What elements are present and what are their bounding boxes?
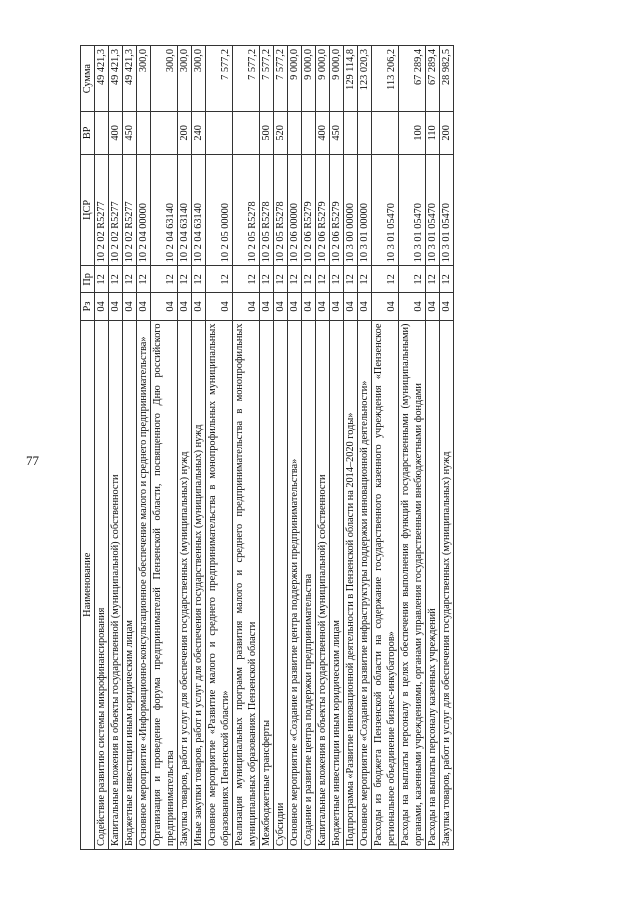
cell-csr: 10 2 06 R5279: [330, 154, 344, 266]
cell-pr: 12: [192, 266, 206, 293]
cell-csr: 10 2 06 R5279: [316, 154, 330, 266]
cell-sum: 7 577,2: [274, 46, 288, 112]
cell-name: Закупка товаров, работ и услуг для обеспечения государственных (муниципальных) нужд: [178, 320, 192, 849]
cell-rz: 04: [95, 293, 109, 320]
cell-rz: 04: [426, 293, 440, 320]
cell-pr: 12: [399, 266, 426, 293]
header-row: [81, 46, 95, 850]
cell-sum: 67 289,4: [426, 46, 440, 112]
cell-name: Бюджетные инвестиции иным юридическим лицам: [123, 320, 137, 849]
cell-rz: 04: [109, 293, 123, 320]
cell-name: Основное мероприятие «Развитие малого и среднего предпринимательства в монопрофильных муниципальных образованиях Пензенской области»: [206, 320, 233, 849]
cell-name: Закупка товаров, работ и услуг для обеспечения государственных (муниципальных) нужд: [440, 320, 454, 849]
cell-vr: 200: [178, 112, 192, 154]
cell-pr: 12: [95, 266, 109, 293]
header-rz: Рз: [81, 293, 95, 320]
table-row: [123, 46, 137, 850]
cell-pr: 12: [233, 266, 260, 293]
cell-rz: 04: [358, 293, 372, 320]
table-row: [260, 46, 274, 850]
cell-name: Реализация муниципальных программ развития малого и среднего предпринимательства в монопрофильных муниципальных образованиях Пензенской области: [233, 320, 260, 849]
table-row: [440, 46, 454, 850]
cell-vr: [358, 112, 372, 154]
cell-rz: 04: [260, 293, 274, 320]
cell-sum: 7 577,2: [260, 46, 274, 112]
cell-sum: 113 206,2: [372, 46, 399, 112]
cell-sum: 67 289,4: [399, 46, 426, 112]
cell-rz: 04: [440, 293, 454, 320]
cell-name: Подпрограмма «Развитие инновационной деятельности в Пензенской области на 2014–2020 годы»: [344, 320, 358, 849]
table-row: [399, 46, 426, 850]
cell-rz: 04: [399, 293, 426, 320]
cell-sum: 300,0: [137, 46, 151, 112]
header-sum: Сумма: [81, 46, 95, 112]
table-row: [330, 46, 344, 850]
cell-csr: 10 2 02 R5277: [95, 154, 109, 266]
cell-name: Капитальные вложения в объекты государственной (муниципальной) собственности: [109, 320, 123, 849]
cell-csr: 10 3 00 00000: [344, 154, 358, 266]
cell-rz: 04: [316, 293, 330, 320]
cell-sum: 9 000,0: [288, 46, 302, 112]
cell-rz: 04: [233, 293, 260, 320]
cell-vr: 450: [330, 112, 344, 154]
cell-csr: 10 2 05 R5278: [233, 154, 260, 266]
cell-csr: 10 2 05 R5278: [274, 154, 288, 266]
cell-rz: 04: [372, 293, 399, 320]
cell-sum: 9 000,0: [330, 46, 344, 112]
cell-vr: [137, 112, 151, 154]
cell-csr: 10 3 01 05470: [426, 154, 440, 266]
table-row: [288, 46, 302, 850]
cell-pr: 12: [274, 266, 288, 293]
cell-name: Создание и развитие центра поддержки предпринимательства: [302, 320, 316, 849]
cell-csr: 10 2 04 63140: [192, 154, 206, 266]
cell-csr: 10 2 04 00000: [137, 154, 151, 266]
cell-vr: [151, 112, 178, 154]
cell-vr: 110: [426, 112, 440, 154]
cell-name: Организация и проведение форума предпринимателей Пензенской области, посвященного Дню российского предпринимательства: [151, 320, 178, 849]
cell-name: Капитальные вложения в объекты государственной (муниципальной) собственности: [316, 320, 330, 849]
cell-name: Расходы из бюджета Пензенской области на содержание государственного казенного учреждения «Пензенское региональное объединение бизнес-инкубаторов»: [372, 320, 399, 849]
cell-pr: 12: [288, 266, 302, 293]
budget-table: [80, 45, 454, 850]
cell-pr: 12: [109, 266, 123, 293]
cell-rz: 04: [302, 293, 316, 320]
page-number: 77: [26, 453, 39, 468]
cell-rz: 04: [192, 293, 206, 320]
header-csr: ЦСР: [81, 154, 95, 266]
cell-vr: [344, 112, 358, 154]
cell-sum: 300,0: [192, 46, 206, 112]
rotated-budget-table-container: [80, 45, 550, 850]
table-row: [109, 46, 123, 850]
table-row: [302, 46, 316, 850]
cell-pr: 12: [206, 266, 233, 293]
cell-sum: 7 577,2: [233, 46, 260, 112]
cell-pr: 12: [178, 266, 192, 293]
cell-sum: 9 000,0: [302, 46, 316, 112]
cell-rz: 04: [206, 293, 233, 320]
cell-vr: 400: [316, 112, 330, 154]
cell-rz: 04: [330, 293, 344, 320]
cell-name: Основное мероприятие «Создание и развитие центра поддержки предпринимательства»: [288, 320, 302, 849]
cell-vr: [95, 112, 109, 154]
cell-pr: 12: [440, 266, 454, 293]
table-row: [316, 46, 330, 850]
cell-csr: 10 3 01 05470: [399, 154, 426, 266]
table-row: [151, 46, 178, 850]
cell-sum: 300,0: [151, 46, 178, 112]
table-row: [274, 46, 288, 850]
cell-pr: 12: [358, 266, 372, 293]
cell-rz: 04: [123, 293, 137, 320]
cell-pr: 12: [260, 266, 274, 293]
table-row: [426, 46, 440, 850]
cell-pr: 12: [344, 266, 358, 293]
cell-vr: 400: [109, 112, 123, 154]
cell-pr: 12: [123, 266, 137, 293]
cell-rz: 04: [151, 293, 178, 320]
cell-name: Содействие развитию системы микрофинансирования: [95, 320, 109, 849]
cell-pr: 12: [302, 266, 316, 293]
cell-rz: 04: [288, 293, 302, 320]
cell-rz: 04: [178, 293, 192, 320]
cell-rz: 04: [274, 293, 288, 320]
cell-name: Расходы на выплаты персоналу казенных учреждений: [426, 320, 440, 849]
cell-name: Межбюджетные трансферты: [260, 320, 274, 849]
cell-vr: 500: [260, 112, 274, 154]
cell-vr: [372, 112, 399, 154]
cell-sum: 129 114,8: [344, 46, 358, 112]
cell-sum: 123 020,3: [358, 46, 372, 112]
cell-vr: [233, 112, 260, 154]
cell-csr: 10 2 04 63140: [178, 154, 192, 266]
cell-name: Бюджетные инвестиции иным юридическим лицам: [330, 320, 344, 849]
table-row: [358, 46, 372, 850]
cell-sum: 300,0: [178, 46, 192, 112]
cell-name: Субсидии: [274, 320, 288, 849]
cell-csr: 10 2 02 R5277: [109, 154, 123, 266]
cell-vr: [206, 112, 233, 154]
header-name: Наименование: [81, 320, 95, 849]
cell-vr: [302, 112, 316, 154]
cell-sum: 49 421,3: [123, 46, 137, 112]
cell-vr: 100: [399, 112, 426, 154]
cell-sum: 9 000,0: [316, 46, 330, 112]
cell-csr: 10 2 04 63140: [151, 154, 178, 266]
cell-vr: 450: [123, 112, 137, 154]
cell-csr: 10 3 01 00000: [358, 154, 372, 266]
cell-sum: 49 421,3: [95, 46, 109, 112]
cell-pr: 12: [151, 266, 178, 293]
cell-sum: 49 421,3: [109, 46, 123, 112]
table-header: [81, 46, 95, 850]
cell-pr: 12: [316, 266, 330, 293]
header-pr: Пр: [81, 266, 95, 293]
cell-sum: 28 982,5: [440, 46, 454, 112]
cell-name: Основное мероприятие «Создание и развитие инфраструктуры поддержки инновационной деятельности»: [358, 320, 372, 849]
cell-sum: 7 577,2: [206, 46, 233, 112]
table-row: [137, 46, 151, 850]
cell-csr: 10 2 02 R5277: [123, 154, 137, 266]
cell-name: Основное мероприятие «Информационно-консультационное обеспечение малого и среднего предпринимательства»: [137, 320, 151, 849]
table-row: [95, 46, 109, 850]
header-vr: ВР: [81, 112, 95, 154]
table-body: [95, 46, 454, 850]
cell-name: Иные закупки товаров, работ и услуг для обеспечения государственных (муниципальных) нужд: [192, 320, 206, 849]
cell-name: Расходы на выплаты персоналу в целях обеспечения выполнения функций государственными (муниципальными) органами, казенными учреждениями, органами управления государственными внебюджетными фондами: [399, 320, 426, 849]
cell-vr: 200: [440, 112, 454, 154]
table-row: [233, 46, 260, 850]
cell-vr: [288, 112, 302, 154]
table-row: [192, 46, 206, 850]
cell-vr: 240: [192, 112, 206, 154]
cell-pr: 12: [137, 266, 151, 293]
table-row: [178, 46, 192, 850]
cell-pr: 12: [330, 266, 344, 293]
cell-csr: 10 2 06 R5279: [302, 154, 316, 266]
cell-csr: 10 3 01 05470: [372, 154, 399, 266]
cell-csr: 10 2 06 00000: [288, 154, 302, 266]
cell-csr: 10 3 01 05470: [440, 154, 454, 266]
cell-csr: 10 2 05 00000: [206, 154, 233, 266]
cell-csr: 10 2 05 R5278: [260, 154, 274, 266]
cell-pr: 12: [426, 266, 440, 293]
table-row: [344, 46, 358, 850]
cell-rz: 04: [137, 293, 151, 320]
cell-rz: 04: [344, 293, 358, 320]
table-row: [372, 46, 399, 850]
cell-pr: 12: [372, 266, 399, 293]
table-row: [206, 46, 233, 850]
cell-vr: 520: [274, 112, 288, 154]
